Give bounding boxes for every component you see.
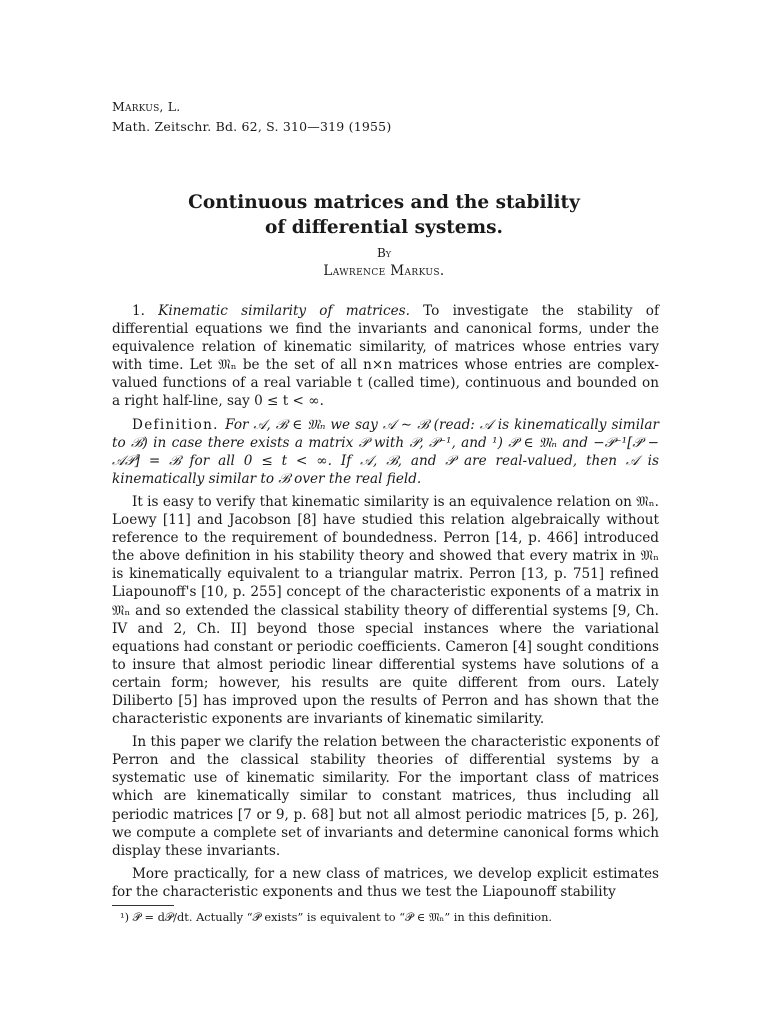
definition-label: Definition. [132,416,226,433]
section-text: To investigate the stability of differential equations we find the invariants and canonical forms, under the equivalence relation of kinematic similarity, of matrices whose entries vary with time. Let 𝔐ₙ be the set of all n×n matrices whose entries are complex-valued functions of a real variable t (called time), continuous and bounded on a right half-line, say 0 ≤ t < ∞. [112,303,659,410]
footnote-rule [112,905,174,906]
definition-paragraph [112,416,659,488]
definition-text: For 𝒜, ℬ ∈ 𝔐ₙ we say 𝒜 ∼ ℬ (read: 𝒜 is kinematically similar to ℬ) in case there exists a matrix 𝒫 with 𝒫, 𝒫⁻¹, and ¹) 𝒫̇ ∈ 𝔐ₙ and −𝒫⁻¹[𝒫̇ − 𝒜𝒫] = ℬ for all 0 ≤ t < ∞. If 𝒜, ℬ, and 𝒫 are real-valued, then 𝒜 is kinematically similar to ℬ over the real field. [112,416,659,487]
section-heading: Kinematic similarity of matrices. [158,303,424,319]
header-citation: Math. Zeitschr. Bd. 62, S. 310—319 (1955) [112,119,392,134]
author-name: Lawrence Markus. [323,263,445,279]
paper-title [0,190,768,240]
paper-body [112,302,659,906]
title-line-1: Continuous matrices and the stability [188,192,580,213]
body-paragraph: It is easy to verify that kinematic similarity is an equivalence relation on 𝔐ₙ. Loewy [11] and Jacobson [8] have studied this relation algebraically without reference to the requirement of boundedness. Perron [14, p. 466] introduced the above definition in his stability theory and showed that every matrix in 𝔐ₙ is kinematically equivalent to a triangular matrix. Perron [13, p. 751] refined Liapounoff's [10, p. 255] concept of the characteristic exponents of a matrix in 𝔐ₙ and so extended the classical stability theory of differential systems [9, Ch. IV and 2, Ch. II] beyond those special instances where the variational equations had constant or periodic coefficients. Cameron [4] sought conditions to insure that almost periodic linear differential systems have solutions of a certain form; however, his results are quite different from ours. Lately Diliberto [5] has improved upon the results of Perron and has shown that the characteristic exponents are invariants of kinematic similarity. [112,493,659,728]
title-line-2: of differential systems. [265,217,503,238]
header-author: Markus, L. [112,99,181,114]
section-1-paragraph [112,302,659,411]
body-paragraph: In this paper we clarify the relation between the characteristic exponents of Perron and the classical stability theories of differential systems by a systematic use of kinematic similarity. For the important class of matrices which are kinematically similar to constant matrices, thus including all periodic matrices [7 or 9, p. 68] but not all almost periodic matrices [5, p. 26], we compute a complete set of invariants and determine canonical forms which display these invariants. [112,734,659,859]
footnote: ¹) 𝒫̇ = d𝒫/dt. Actually “𝒫̇ exists” is equivalent to “𝒫̇ ∈ 𝔐ₙ” in this definition. [120,910,553,924]
byline: By [376,246,392,260]
section-number: 1. [132,303,159,319]
citation-header [112,97,391,137]
body-paragraph: More practically, for a new class of matrices, we develop explicit estimates for the characteristic exponents and thus we test the Liapounoff stability [112,865,659,900]
